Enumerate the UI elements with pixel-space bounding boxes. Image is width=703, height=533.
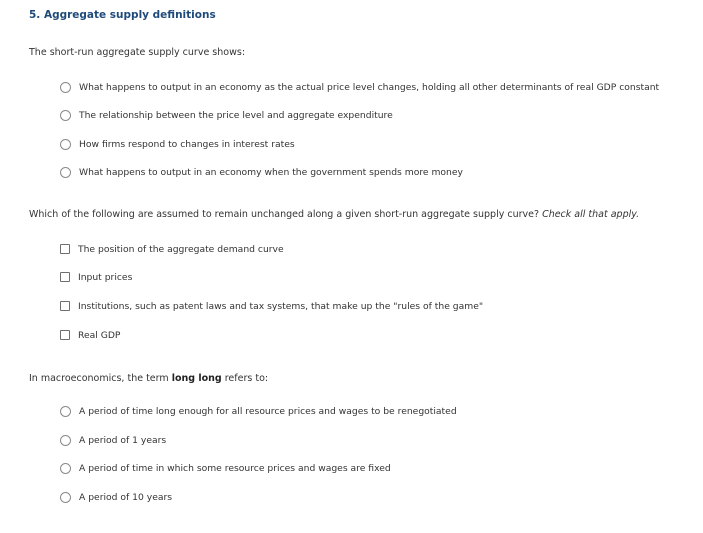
question-title: 5. Aggregate supply definitions bbox=[29, 9, 216, 21]
q3-option-2[interactable] bbox=[60, 433, 166, 447]
q2-option-2-label: Input prices bbox=[78, 271, 133, 283]
q3-prompt-after: refers to: bbox=[224, 373, 269, 384]
radio-button[interactable] bbox=[60, 82, 71, 93]
q2-prompt-text: Which of the following are assumed to remain unchanged along a given short-run aggregate supply curve? bbox=[29, 209, 540, 220]
checkbox[interactable] bbox=[60, 272, 70, 282]
q2-option-4-label: Real GDP bbox=[78, 329, 121, 341]
q2-prompt bbox=[29, 209, 639, 220]
q3-prompt bbox=[29, 373, 268, 384]
q3-option-2-label: A period of 1 years bbox=[79, 434, 167, 446]
q1-prompt: The short-run aggregate supply curve shows: bbox=[29, 47, 246, 58]
q1-option-1-label: What happens to output in an economy as the actual price level changes, holding all other determinants of real GDP constant bbox=[79, 81, 660, 93]
q3-option-1[interactable] bbox=[60, 404, 457, 418]
q2-option-2[interactable] bbox=[60, 270, 132, 284]
q3-option-4-label: A period of 10 years bbox=[79, 491, 173, 503]
q3-option-1-label: A period of time long enough for all resource prices and wages to be renegotiated bbox=[79, 405, 457, 417]
checkbox[interactable] bbox=[60, 244, 70, 254]
q3-prompt-before: In macroeconomics, the term bbox=[29, 373, 169, 384]
q3-term: long long bbox=[171, 373, 222, 384]
q2-option-3-label: Institutions, such as patent laws and tax systems, that make up the "rules of the game" bbox=[78, 300, 484, 312]
q2-option-3[interactable] bbox=[60, 299, 483, 313]
q2-option-1[interactable] bbox=[60, 242, 284, 256]
checkbox[interactable] bbox=[60, 330, 70, 340]
q2-instruction: Check all that apply. bbox=[542, 209, 640, 220]
q2-option-1-label: The position of the aggregate demand curve bbox=[78, 243, 284, 255]
q3-option-3-label: A period of time in which some resource prices and wages are fixed bbox=[79, 462, 391, 474]
radio-button[interactable] bbox=[60, 167, 71, 178]
q3-option-4[interactable] bbox=[60, 490, 172, 504]
q2-option-4[interactable] bbox=[60, 328, 120, 342]
q1-option-2[interactable] bbox=[60, 108, 393, 122]
radio-button[interactable] bbox=[60, 110, 71, 121]
q3-option-3[interactable] bbox=[60, 461, 391, 475]
q1-option-3-label: How firms respond to changes in interest rates bbox=[79, 138, 295, 150]
radio-button[interactable] bbox=[60, 492, 71, 503]
radio-button[interactable] bbox=[60, 139, 71, 150]
q1-option-1[interactable] bbox=[60, 80, 659, 94]
q1-option-4-label: What happens to output in an economy when the government spends more money bbox=[79, 166, 463, 178]
q1-option-4[interactable] bbox=[60, 165, 463, 179]
radio-button[interactable] bbox=[60, 406, 71, 417]
q1-option-3[interactable] bbox=[60, 137, 295, 151]
checkbox[interactable] bbox=[60, 301, 70, 311]
radio-button[interactable] bbox=[60, 435, 71, 446]
q1-option-2-label: The relationship between the price level and aggregate expenditure bbox=[79, 109, 393, 121]
radio-button[interactable] bbox=[60, 463, 71, 474]
